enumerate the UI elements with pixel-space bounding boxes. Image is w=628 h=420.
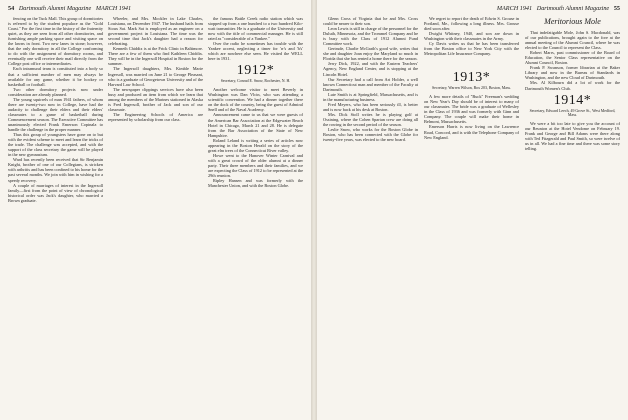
left-column-2 — [108, 16, 203, 416]
paragraph: Dwight Whitney, 1940, and son are down in Washington with their classmates in the Army. — [424, 31, 519, 42]
paragraph: The Ingersoll daughters, Mrs. Kimble Marie Ingersoll, was married on June 21 to George Pleasant, who is a graduate of Georgetown University and of the Harvard Law School. — [108, 66, 203, 87]
right-column-1 — [323, 16, 418, 416]
paragraph: Ward has recently been received that Sir Benjamin Knight, brother of one of our Collegians, is stricken with arthritis and has been confined to his home for the past several months. We join with him in wishing for a speedy recovery. — [8, 157, 103, 183]
paragraph: Roland Leland is writing a series of articles now appearing in the Boston Herald on the story of the great elm trees of the Connecticut River valley. — [208, 137, 303, 153]
right-page-header — [497, 5, 620, 12]
class-year-heading: 1914* — [553, 92, 592, 108]
paragraph: Jerry Dick, 1922, and with the Eastern Teachers' Agency, New England Center, and is stopping at the Lincoln Hotel. — [323, 61, 418, 77]
paragraph: The Engineering Schools of America are represented by scholarship from our class. — [108, 111, 203, 122]
paragraph: Two other dormitory projects now under consideration are already planned. — [8, 86, 103, 97]
class-year-heading: 1912* — [236, 63, 275, 79]
class-secretary-line: Secretary, Warren Wilson, Box 203, Boston, Mass. — [432, 86, 511, 91]
right-column-2 — [424, 16, 519, 416]
paragraph: fencing on the Tuck Mall. This group of dormitories is referred to by the student populace as the "Gold Coast." For the first time in the history of the fraternity quiet, as they are seen from all other dormitories, and furnishing ample parking space and visiting space on the lawns in front. Two new lanes in stone; however, that the only dormitory in all the College conforming to do with the assignment of dormitory rooms, and eventually one will receive their mail directly from the College post office or intermediaries. — [8, 16, 103, 67]
paragraph: Fred Meyers, who has been seriously ill, is better and is now back at his desk at Boston. — [323, 101, 418, 112]
class-year-heading: 1913* — [452, 70, 491, 86]
class-secretary-line: Secretary, Edward Leech, 49 Grove St., West Medford, Mass. — [529, 108, 616, 118]
class-secretary-line: Secretary, Conrad E. Snow, Rochester, N. H. — [220, 79, 291, 84]
paragraph: Robert Marrs, past commissioner of the Board of Education, the Senior Class representative on the Alumni Council, Boston. — [525, 50, 620, 66]
left-page-header — [8, 5, 131, 12]
paragraph: Frank P. Swanson, former librarian at the Baker Library and now in the Bureau of Standards in Washington, and the new Cloud of Dartmouth. — [525, 65, 620, 81]
paragraph: Glenn Cross of Virginia that he and Mrs. Cross could be nearer to their son. — [323, 16, 418, 27]
paragraph: Emerson Harris is now living on the Lawrence Road, Concord, and is with the Telephone Company of New England. — [424, 124, 519, 140]
paragraph: A couple of marriages of interest in the Ingersoll family—first from the point of view of chronological historical order was Jack's daughter, who married a Brown graduate. — [8, 182, 103, 203]
page-number: 54 — [8, 5, 15, 12]
paragraph: Cy Davis writes us that he has been transferred from the Boston office to New York City with the Metropolitan Life Insurance Company. — [424, 41, 519, 57]
right-column-3 — [525, 16, 620, 416]
right-page — [317, 0, 628, 420]
paragraph: Mrs. Dick Stoll writes he is playing golf at Ossining, where the Cohen Spartan crew are doing all the rowing in the second period of the season. — [323, 111, 418, 127]
issue-date: MARCH 1941 — [95, 5, 132, 12]
page-number: 55 — [613, 5, 620, 12]
paragraph: Mrs. Al Kilbourn did a lot of work for the Dartmouth Women's Club. — [525, 80, 620, 91]
paragraph: Lute Smith is at Springfield, Massachusetts, and is in the manufacturing business. — [323, 91, 418, 102]
paragraph: Our Secretary had a call from Art Holder, a well known Connecticut man and member of the Faculty at Dartmouth. — [323, 76, 418, 92]
paragraph: Another welcome visitor to meet Beverly in Washington was Dan Vlcin, who was attending a scientific convention. We had a dinner together there on the dock of the country, being the guest of Admiral Snell and of the Naval Academy. — [208, 87, 303, 113]
paragraph: Leon Lewis is still in charge of the personnel for the Duluth, Minnesota, and the Trommel Company and he is busy with the Class of 1912 Alumni Fund Committee work. — [323, 26, 418, 47]
left-column-1 — [8, 16, 103, 416]
left-page — [0, 0, 311, 420]
magazine-title: Dartmouth Alumni Magazine — [536, 5, 610, 12]
paragraph: Kenneth Chiddix is at the Frick Clinic in Baltimore. There are a few of them who find Kathleen Chiddix. They will be in the Ingersoll Hospital in Boston for the summer. — [108, 46, 203, 67]
paragraph: We regret to report the death of Edwin S. Grouse in Portland, Me., following a long illness. Mrs. Grouse died soon after. — [424, 16, 519, 32]
paragraph: A few more details of "Buck" Freeman's wedding on New Year's Day should be of interest to many of our classmates. The bride was a graduate of Wellesley in the Class of 1936 and was formerly with Ginn and Company. The couple will make their home in Belmont, Massachusetts. — [424, 94, 519, 125]
paragraph: Wheeler, and Mrs. Mockler in Lake Charles, Louisiana, on December 1947. The husband hails from Sioux Sat. Mark Sat is employed as an engineer on a government project in Louisiana. The time was the second time that Jack's daughter had a reason for celebrating. — [108, 16, 203, 47]
paragraph: Over the radio he sometimes has trouble with the Yankee accent, neglecting a timer for 'rr's and 'h's' which are nowhere else seen. He visited the WELL here in 1931. — [208, 41, 303, 62]
paragraph: the famous Battle Creek radio station which was stopped up from a one hundred to a two hundred Kilo-watt transmitter. He is a graduate of the University and now with the title of commercial manager. He is still rated as "considerable of a Yankee." — [208, 16, 303, 42]
paragraph: The newspaper clippings services have also been busy and produced an item from which we learn that among the members of the Marines stationed in Alaska is Fred Ingersoll, brother of Jack and son of our classmate. — [108, 86, 203, 112]
spacer — [424, 56, 519, 68]
section-title: Meritorious Mole — [544, 17, 601, 26]
paragraph: Leslie Snow, who works for the Boston Globe in Boston, who has been connected with the Globe for twenty-five years, was elected to the new board. — [323, 127, 418, 143]
paragraph: Howe went to the Hanover Winter Carnival and with a great crowd of the older alumni at a dinner party. Their three members and their families, and we are expecting the Class of 1912 to be represented at the 29th reunion. — [208, 152, 303, 179]
paragraph: The young squirrels of man 1941 fathers, of whom there are twenty-two now in College, have had the audacity to challenge their elders and their elders' classmates to a game of basketball during Commencement season. The Executive Committee has unanimously elected Frank Emerson Copinala to handle the challenge in the proper manner. — [8, 96, 103, 133]
paragraph: Thus this group of youngsters have gone on to but with the evident scheme to meet and learn the tricks of the trade. The challenge was accepted, and with the support of the class secretary the game will be played in the new gymnasium. — [8, 132, 103, 158]
paragraph: Ripley Hansen and was formerly with the Manchester Union, and with the Boston Globe. — [208, 178, 303, 189]
paragraph: Each intramural team is constituted into a body so that a sufficient number of men may always be available for any game, whether it be hockey or basketball or football. — [8, 66, 103, 87]
paragraph: We were a bit too late to give you the account of our Reunion at the Hotel Vendome on February 19. Frank and George and Bill Adams were there along with Ted Fitzgerald and Paul Smith, so were twelve of us in all. We had a fine time and there was some story telling. — [525, 121, 620, 152]
issue-date: MARCH 1941 — [496, 5, 533, 12]
paragraph: That indefatigable Mole, John S. Macdonald, was of our publications, brought again to the fore at the annual meeting of the Alumni Council, where he was elected to the Council to represent the Class. — [525, 30, 620, 51]
paragraph: Announcement came to us that we were guests of the American Bar Association at the Edgewater Beach Hotel in Chicago, March 21 and 28. He is delegate from the Bar Association of the State of New Hampshire. — [208, 112, 303, 138]
magazine-title: Dartmouth Alumni Magazine — [18, 5, 92, 12]
paragraph: Gertrude, Charlie McGrath's good wife, writes that she and daughter Joan enjoy the Maryland so much in Florida that she has rented a home there for the season. — [323, 46, 418, 62]
left-column-3 — [208, 16, 303, 416]
